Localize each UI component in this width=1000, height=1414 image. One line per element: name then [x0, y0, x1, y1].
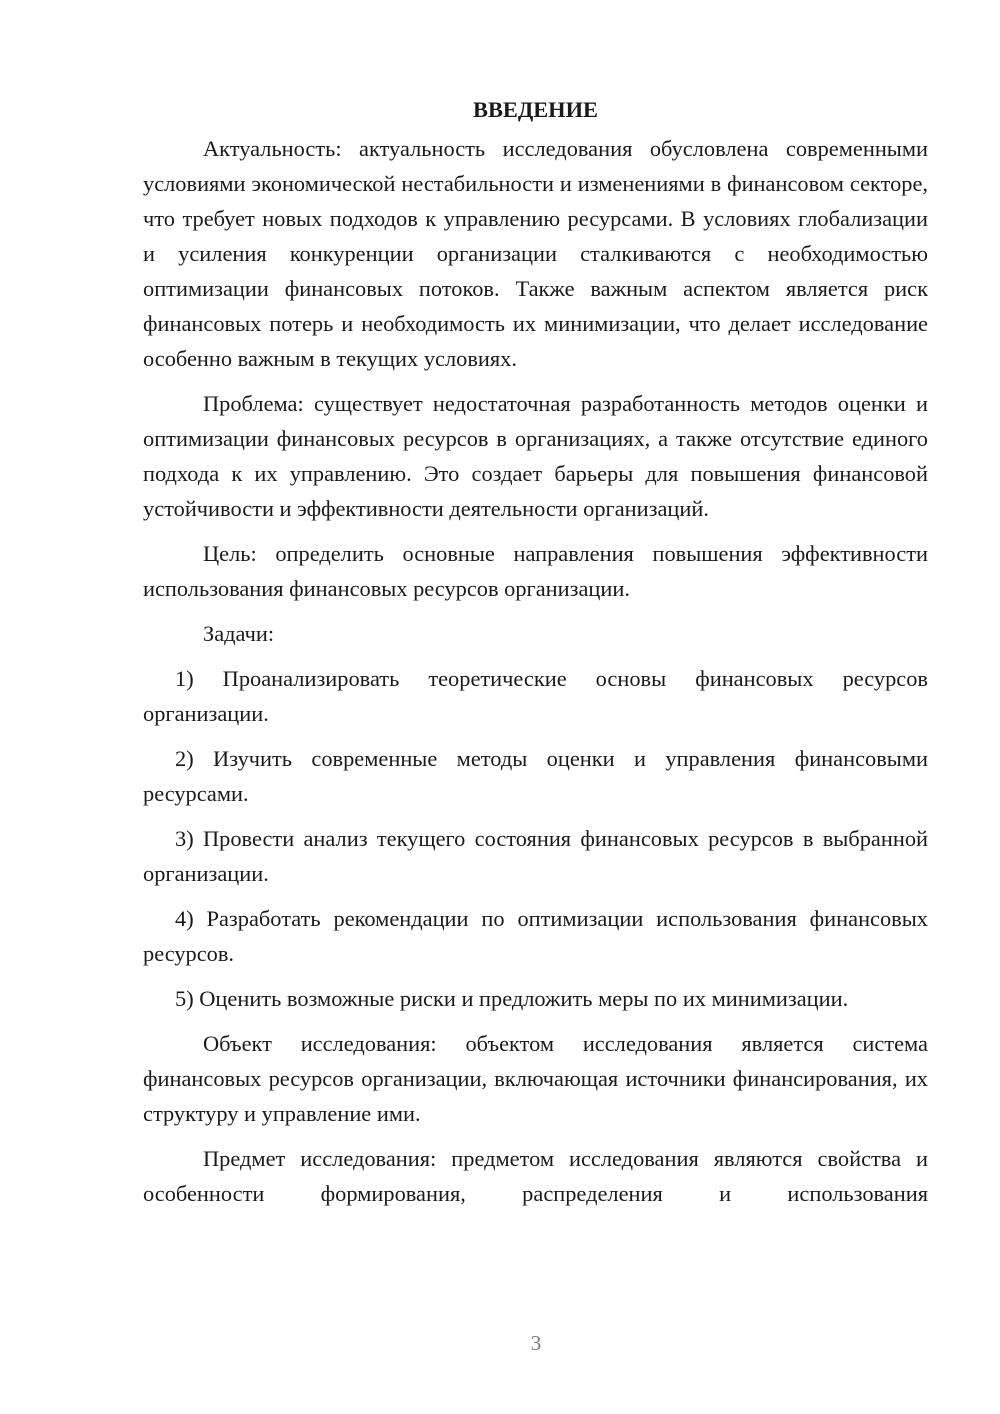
page-content	[143, 92, 928, 1211]
problem-paragraph: Проблема: существует недостаточная разработанность методов оценки и оптимизации финансовых ресурсов в организациях, а также отсутствие единого подхода к их управлению. Это создает барьеры для повышения финансовой устойчивости и эффективности деятельности организаций.	[143, 391, 928, 521]
tasks-heading: Задачи:	[203, 621, 275, 646]
object-paragraph: Объект исследования: объектом исследования является система финансовых ресурсов организации, включающая источники финансирования, их структуру и управление ими.	[143, 1031, 928, 1126]
page-number: 3	[530, 1331, 542, 1355]
task-item-3: 3) Провести анализ текущего состояния финансовых ресурсов в выбранной организации.	[143, 826, 928, 886]
task-item-5: 5) Оценить возможные риски и предложить меры по их минимизации.	[175, 986, 849, 1011]
task-item-2: 2) Изучить современные методы оценки и управления финансовыми ресурсами.	[143, 746, 928, 806]
section-title: ВВЕДЕНИЕ	[473, 97, 598, 122]
task-item-4: 4) Разработать рекомендации по оптимизации использования финансовых ресурсов.	[143, 906, 928, 966]
relevance-paragraph: Актуальность: актуальность исследования обусловлена современными условиями экономической нестабильности и изменениями в финансовом секторе, что требует новых подходов к управлению ресурсами. В условиях глобализации и усиления конкуренции организации сталкиваются с необходимостью оптимизации финансовых потоков. Также важным аспектом является риск финансовых потерь и необходимость их минимизации, что делает исследование особенно важным в текущих условиях.	[143, 136, 928, 371]
subject-paragraph: Предмет исследования: предметом исследования являются свойства и особенности формирования, распределения и использования	[143, 1146, 928, 1206]
goal-paragraph: Цель: определить основные направления повышения эффективности использования финансовых ресурсов организации.	[143, 541, 928, 601]
task-item-1: 1) Проанализировать теоретические основы финансовых ресурсов организации.	[143, 666, 928, 726]
